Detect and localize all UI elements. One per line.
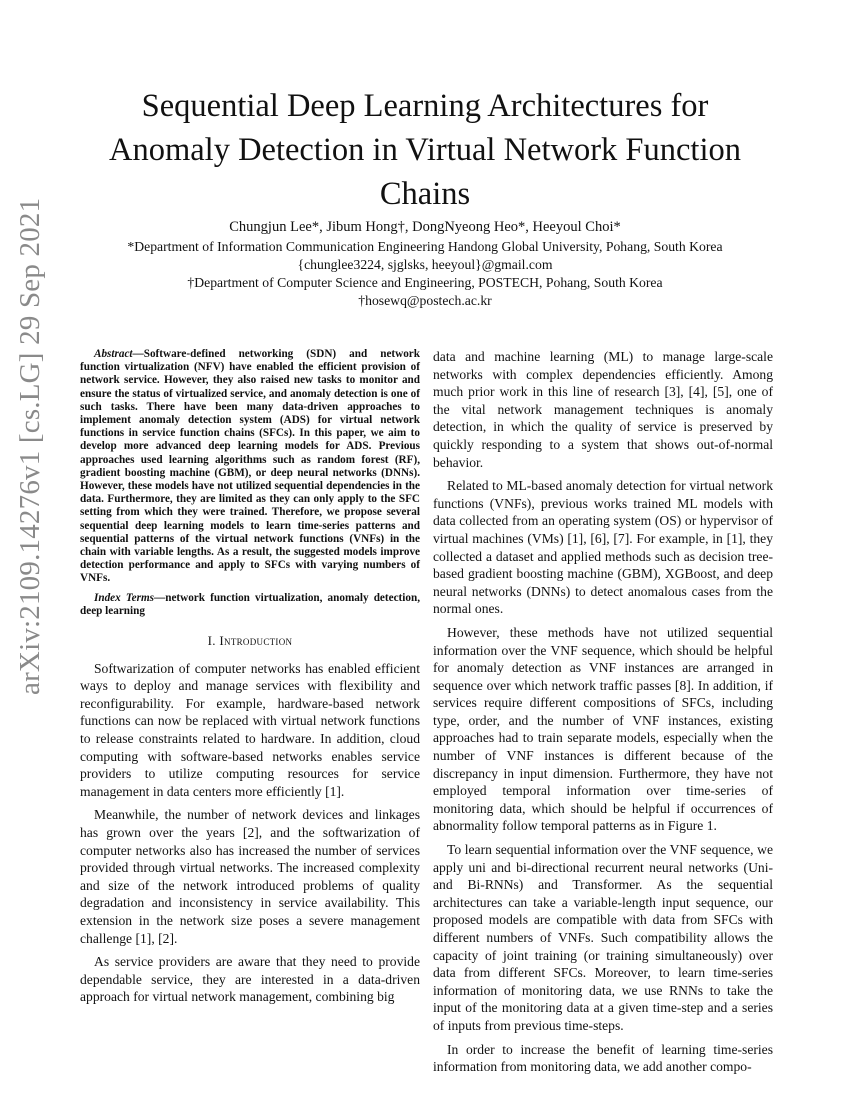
- abstract-label: Abstract: [94, 348, 133, 360]
- left-column: [80, 348, 420, 1012]
- abstract: [80, 348, 420, 586]
- emails-2: †hosewq@postech.ac.kr: [358, 293, 492, 308]
- emails-1: {chunglee3224, sjglsks, heeyoul}@gmail.com: [297, 257, 553, 272]
- body-paragraph: data and machine learning (ML) to manage large-scale networks with complex dependencies efficiently. Among much prior work in this line of research [3], [4], [5], one of the vital network management techniques is anomaly detection, in which the quality of service is preserved by quickly responding to a system that shows out-of-normal behavior.: [433, 349, 773, 470]
- paper-title: Sequential Deep Learning Architectures for Anomaly Detection in Virtual Network Function Chains: [109, 88, 741, 212]
- right-column: [433, 348, 773, 1082]
- index-terms-text: —network function virtualization, anomaly detection, deep learning: [80, 591, 420, 617]
- arxiv-stamp-text: arXiv:2109.14276v1 [cs.LG] 29 Sep 2021: [14, 197, 46, 695]
- body-paragraph: As service providers are aware that they need to provide dependable service, they are interested in a data-driven approach for virtual network management, combining big: [80, 954, 420, 1005]
- author-names: Chungjun Lee*, Jibum Hong†, DongNyeong Heo*, Heeyoul Choi*: [229, 219, 621, 235]
- index-terms-label: Index Terms: [94, 591, 155, 604]
- body-paragraph: Softwarization of computer networks has enabled efficient ways to deploy and manage services with flexibility and reconfigurability. For example, hardware-based network functions can now be replaced with virtual network functions to release constraints related to hardware. In addition, cloud computing with software-based networks enables service providers to utilize computing resources for service management in data centers more efficiently [1].: [80, 660, 420, 799]
- section-number: I.: [207, 633, 220, 649]
- body-paragraph: However, these methods have not utilized sequential information over the VNF sequence, which should be helpful for anomaly detection as VNF instances are arranged in sequence over which network traffic passes [8]. In addition, if services require different compositions of SFCs, including type, order, and the number of VNF instances, existing approaches had to train separate models, especially when the number of VNF instances is different because of the discrepancy in input dimension. Furthermore, they have not employed temporal information over time-series of monitoring data, which should be helpful if occurrences of abnormality follow temporal patterns as in Figure 1.: [433, 624, 773, 834]
- abstract-text: —Software-defined networking (SDN) and network function virtualization (NFV) have enabled the efficient provision of network service. However, they also raised new tasks to monitor and ensure the status of virtualized service, and anomaly detection is one of such tasks. There have been many data-driven approaches to implement anomaly detection system (ADS) for virtual network functions in service function chains (SFCs). In this paper, we aim to develop more advanced deep learning models for ADS. Previous approaches used learning algorithms such as random forest (RF), gradient boosting machine (GBM), or deep neural networks (DNNs). However, these models have not utilized sequential dependencies in the data. Furthermore, they are limited as they can only apply to the SFC setting from which they were trained. Therefore, we propose several sequential deep learning models to learn time-series patterns and sequential patterns of the virtual network functions (VNFs) in the chain with variable lengths. As a result, the suggested models improve detection performance and apply to SFCs with varying numbers of VNFs.: [80, 348, 420, 585]
- body-paragraph: Related to ML-based anomaly detection for virtual network functions (VNFs), previous works trained ML models with data collected from an operating system (OS) or hypervisor of virtual machines (VMs) [1], [6], [7]. For example, in [1], they collected a dataset and applied methods such as decision tree-based gradient boosting machine (GBM), XGBoost, and deep neural networks (DNNs) to detect anomalous cases from the normal ones.: [433, 478, 773, 617]
- body-paragraph: In order to increase the benefit of learning time-series information from monitoring data, we add another compo-: [433, 1041, 773, 1075]
- affiliation-1: *Department of Information Communication Engineering Handong Global University, Pohang, South Korea: [127, 239, 723, 254]
- section-heading: [80, 632, 420, 650]
- arxiv-stamp: [4, 197, 64, 700]
- affiliation-2: †Department of Computer Science and Engineering, POSTECH, Pohang, South Korea: [187, 275, 663, 290]
- author-block: [60, 218, 790, 310]
- section-name: Introduction: [219, 633, 293, 649]
- body-paragraph: To learn sequential information over the VNF sequence, we apply uni and bi-directional recurrent neural networks (Uni- and Bi-RNNs) and Transformer. As the sequential architectures can take a variable-length input sequence, our proposed models are compatible with data from SFCs with different numbers of VNFs. Such compatibility allows the capacity of joint training (or training simultaneously) over data from different SFCs. Moreover, to learn time-series information of monitoring data, we use RNNs to take the input of the monitoring data at a given time-step and a series of inputs from previous time-steps.: [433, 842, 773, 1033]
- body-paragraph: Meanwhile, the number of network devices and linkages has grown over the years [2], and the softwarization of computer networks also has increased the number of services provided through virtual networks. The increased complexity and size of the network introduced problems of quality degradation and inconsistency in service availability. This extension in the network size poses a severe management challenge [1], [2].: [80, 807, 420, 946]
- index-terms: [80, 592, 420, 618]
